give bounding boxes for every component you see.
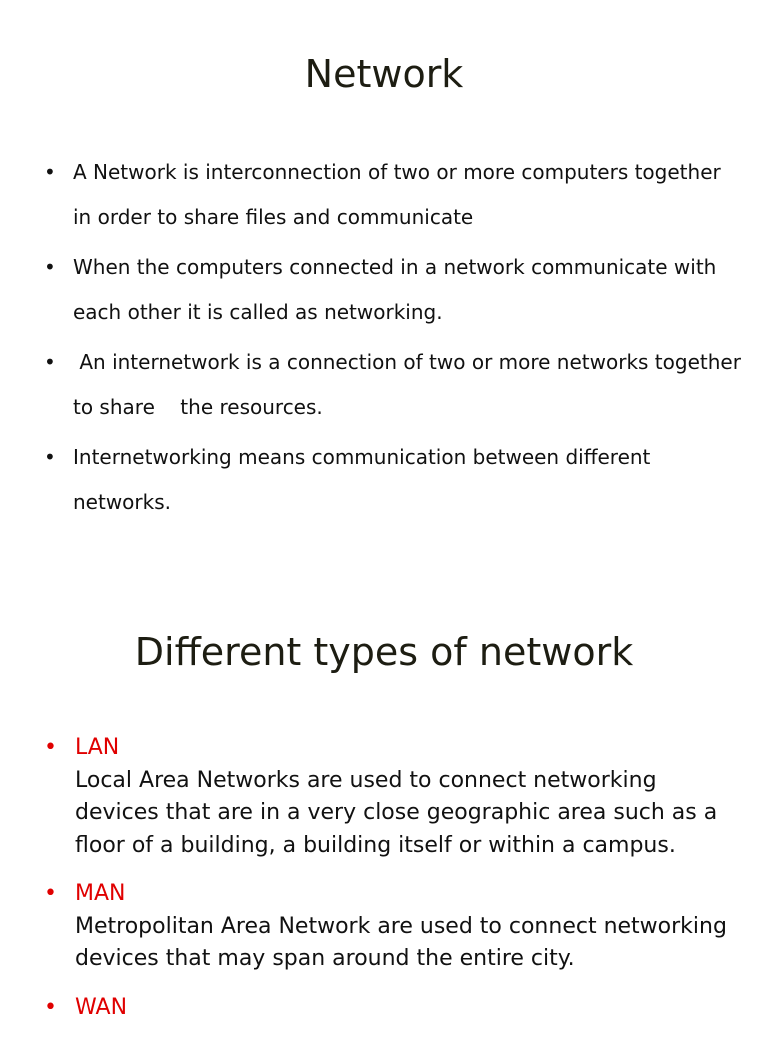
- bullet-icon: •: [44, 255, 56, 279]
- bullet-icon: •: [44, 735, 57, 760]
- network-type-name: LAN: [75, 735, 120, 760]
- network-type-name: WAN: [75, 994, 128, 1020]
- bullet-text: When the computers connected in a network communicate with each other it is called as networking.: [73, 255, 717, 324]
- bullet-text: An internetwork is a connection of two or more networks together to share the resources.: [73, 350, 748, 419]
- bullet-item: [44, 340, 748, 430]
- slide-title: Different types of network: [134, 630, 634, 674]
- network-type-list: [44, 732, 744, 1040]
- network-type-item-wan: [44, 992, 744, 1025]
- bullet-list: [44, 150, 748, 530]
- network-type-description: Metropolitan Area Network are used to connect networking devices that may span around the entire city.: [75, 913, 727, 971]
- bullet-item: [44, 435, 744, 525]
- network-type-item-lan: [44, 732, 744, 862]
- slide-title: Network: [304, 52, 464, 96]
- bullet-icon: •: [44, 881, 57, 906]
- network-type-description: Local Area Networks are used to connect networking devices that are in a very close geographic area such as a floor of a building, a building itself or within a campus.: [75, 767, 718, 858]
- bullet-item: [44, 150, 744, 240]
- network-type-name: MAN: [75, 881, 126, 906]
- bullet-item: [44, 245, 744, 335]
- bullet-icon: •: [44, 350, 56, 374]
- slide-network-types: [0, 580, 768, 1024]
- bullet-icon: •: [44, 160, 56, 184]
- bullet-text: Internetworking means communication between different networks.: [73, 445, 651, 514]
- bullet-icon: •: [44, 445, 56, 469]
- network-type-item-man: [44, 878, 744, 976]
- bullet-text: A Network is interconnection of two or more computers together in order to share files and communicate: [73, 160, 721, 229]
- bullet-icon: •: [44, 994, 57, 1020]
